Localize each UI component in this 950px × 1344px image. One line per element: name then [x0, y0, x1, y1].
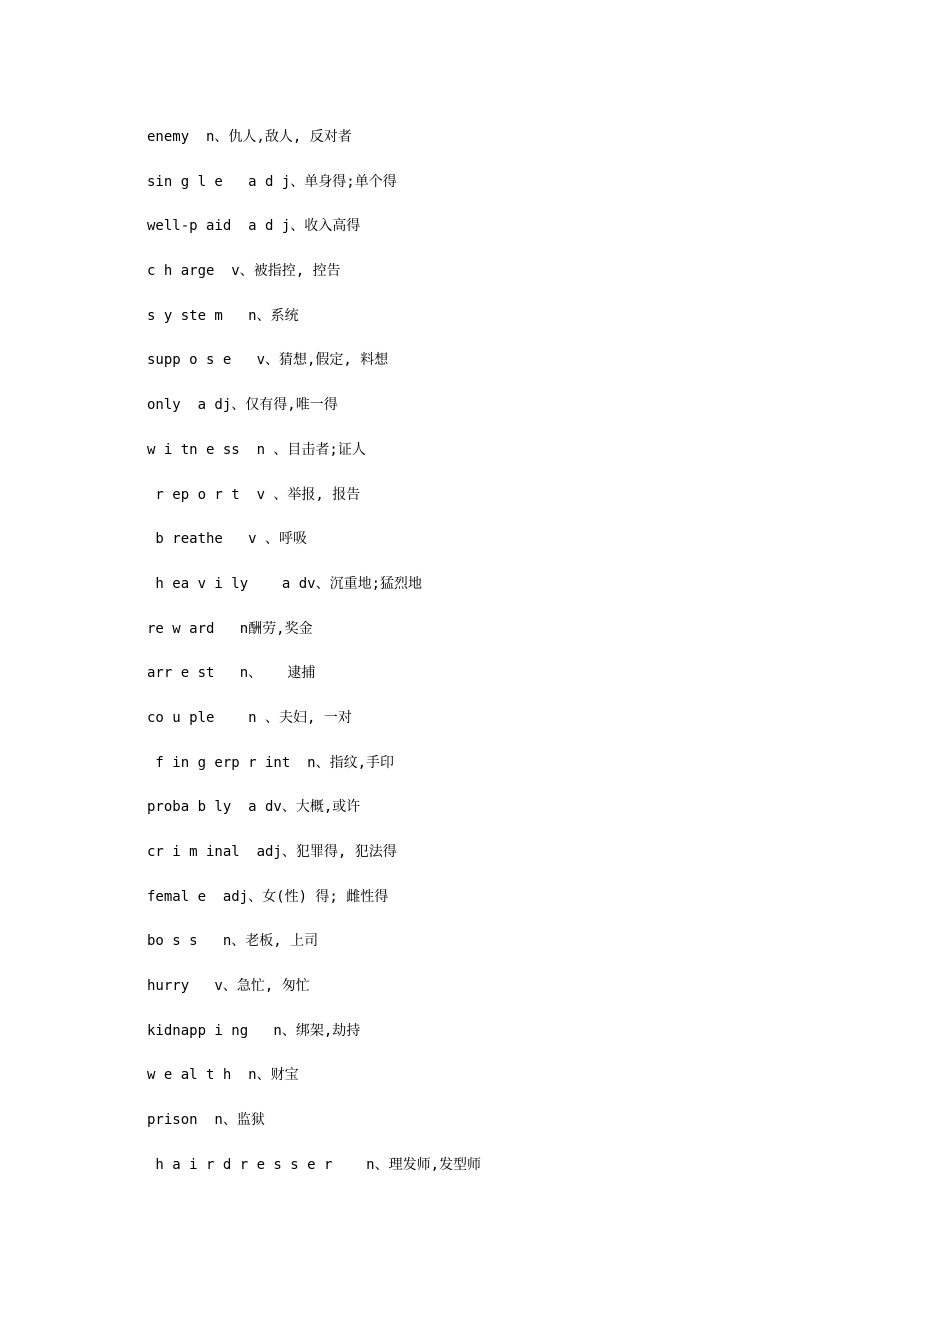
- vocabulary-entry: f in g erp r int n、指纹,手印: [147, 754, 395, 771]
- vocabulary-entry: femal e adj、女(性) 得; 雌性得: [147, 888, 389, 905]
- vocabulary-entry: h ea v i ly a dv、沉重地;猛烈地: [147, 575, 423, 592]
- vocabulary-entry: s y ste m n、系统: [147, 307, 299, 324]
- vocabulary-entry: w i tn e ss n 、目击者;证人: [147, 441, 366, 458]
- vocabulary-entry: r ep o r t v 、举报, 报告: [147, 486, 361, 503]
- vocabulary-entry: proba b ly a dv、大概,或许: [147, 799, 361, 816]
- vocabulary-entry: supp o s e v、猜想,假定, 料想: [147, 352, 389, 369]
- vocabulary-entry: b reathe v 、呼吸: [147, 531, 308, 548]
- vocabulary-entry: h a i r d r e s s e r n、理发师,发型师: [147, 1156, 482, 1173]
- vocabulary-entry: well-p aid a d j、收入高得: [147, 218, 361, 235]
- vocabulary-list: [147, 126, 481, 1199]
- vocabulary-entry: cr i m inal adj、犯罪得, 犯法得: [147, 844, 397, 860]
- vocabulary-entry: arr e st n、 逮捕: [147, 665, 316, 682]
- vocabulary-entry: bo s s n、老板, 上司: [147, 933, 319, 950]
- vocabulary-entry: enemy n、仇人,敌人, 反对者: [147, 129, 352, 145]
- vocabulary-entry: co u ple n 、夫妇, 一对: [147, 709, 352, 726]
- vocabulary-entry: w e al t h n、财宝: [147, 1067, 299, 1084]
- vocabulary-entry: re w ard n酬劳,奖金: [147, 620, 313, 637]
- vocabulary-entry: kidnapp i ng n、绑架,劫持: [147, 1022, 361, 1039]
- vocabulary-entry: prison n、监狱: [147, 1112, 265, 1129]
- vocabulary-entry: hurry v、急忙, 匆忙: [147, 978, 310, 995]
- vocabulary-entry: sin g l e a d j、单身得;单个得: [147, 173, 397, 190]
- vocabulary-entry: only a dj、仅有得,唯一得: [147, 397, 338, 414]
- vocabulary-entry: c h arge v、被指控, 控告: [147, 263, 341, 280]
